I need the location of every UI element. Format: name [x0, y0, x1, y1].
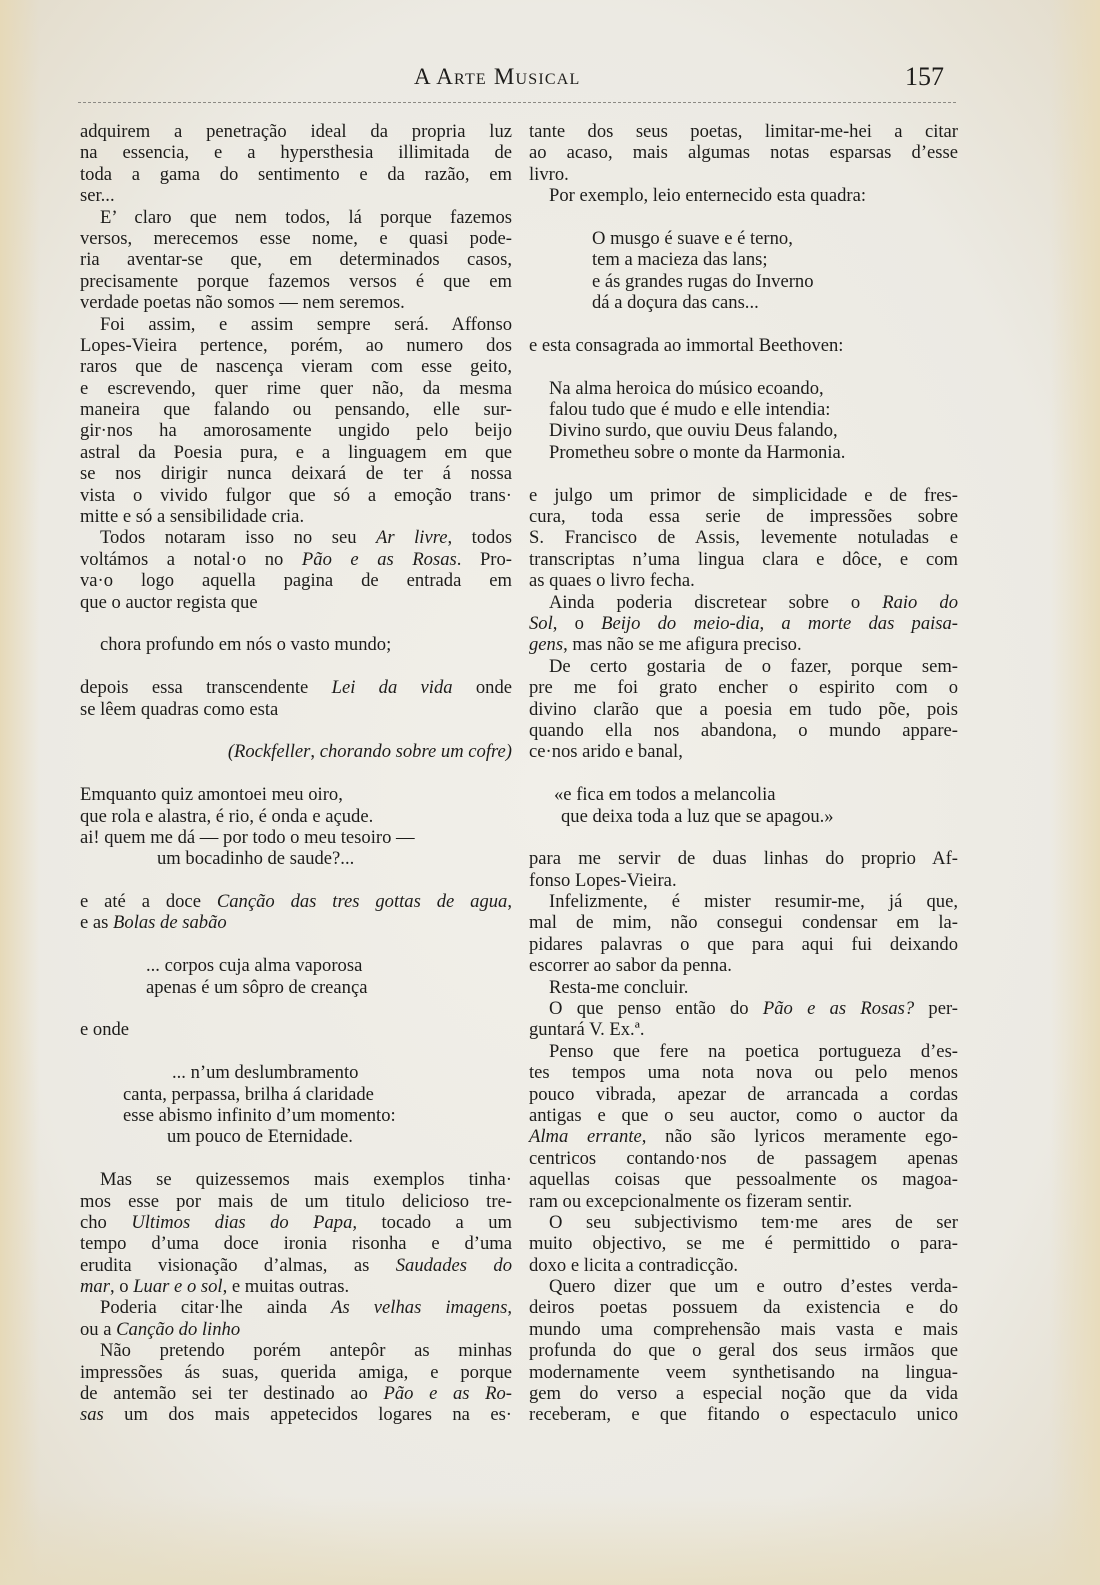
text-segment: um pouco de Eternidade.	[167, 1126, 353, 1148]
text-segment: Quero dizer que um e outro d’estes verda-	[549, 1276, 958, 1298]
text-line	[529, 998, 958, 1019]
text-line	[80, 1255, 512, 1276]
text-line	[529, 527, 958, 548]
text-segment: tes tempos uma nota nova ou pelo menos	[529, 1062, 958, 1084]
text-segment: onde	[452, 677, 512, 699]
text-segment: mitte e só a sensibilidade cria.	[80, 506, 305, 528]
text-segment: de antemão sei ter destinado ao	[80, 1383, 384, 1405]
text-segment: muito objectivo, se me é permittido o para-	[529, 1233, 958, 1255]
text-segment: e esta consagrada ao immortal Beethoven:	[529, 334, 844, 356]
text-line	[529, 1062, 958, 1083]
text-segment: O seu subjectivismo tem·me ares de ser	[549, 1211, 958, 1233]
page-edge-shadow-left	[0, 0, 40, 1585]
page-number: 157	[905, 62, 944, 91]
text-segment: ce·nos arido e banal,	[529, 741, 683, 763]
text-line	[80, 1169, 512, 1190]
text-line	[529, 335, 958, 356]
italic-title-segment: Sol	[529, 612, 553, 634]
text-line	[529, 142, 958, 163]
text-line	[529, 185, 958, 206]
verse-line	[529, 442, 958, 463]
text-line	[80, 527, 512, 548]
italic-title-segment: Pão e as Rosas?	[762, 998, 915, 1020]
italic-title-segment: a morte das paisa-	[781, 612, 959, 634]
right-column	[529, 121, 958, 1426]
text-segment: divino clarão que a poesia em tudo põe, pois	[529, 698, 958, 720]
text-segment: , o	[109, 1276, 134, 1298]
text-segment: ,	[759, 612, 782, 634]
text-segment: va·o logo aquella pagina de entrada em	[80, 570, 512, 592]
text-segment: Resta-me concluir.	[549, 976, 689, 998]
text-segment: e escrevendo, quer rime quer não, da mesma	[80, 377, 512, 399]
running-head	[0, 60, 1100, 96]
text-segment: receberam, e que fitando o espectaculo unico	[529, 1404, 958, 1426]
text-segment: cura, toda essa serie de impressões sobre	[529, 506, 958, 528]
verse-line	[80, 848, 512, 869]
text-line	[80, 314, 512, 335]
text-segment: se lêem quadras como esta	[80, 698, 279, 720]
text-line	[529, 677, 958, 698]
italic-title-segment: Pão e as Ro-	[383, 1383, 513, 1405]
text-line	[529, 1019, 958, 1040]
text-line	[80, 570, 512, 591]
text-segment: , o	[552, 612, 602, 634]
text-segment: pidares palavras o que para aqui fui deixando	[529, 933, 958, 955]
text-segment: esse abismo infinito d’um momento:	[123, 1104, 396, 1126]
text-segment: precisamente porque fazemos versos é que em	[80, 270, 512, 292]
text-segment: pre me foi grato encher o espirito com o	[529, 677, 958, 699]
text-segment: Penso que fere na poetica portugueza d’es-	[549, 1040, 958, 1062]
italic-title-segment: Ultimos dias do Papa,	[131, 1211, 358, 1233]
verse-line	[80, 784, 512, 805]
text-line	[80, 1404, 512, 1425]
text-line	[80, 1233, 512, 1254]
verse-line	[529, 271, 958, 292]
text-line	[80, 399, 512, 420]
text-segment: escorrer ao sabor da penna.	[529, 955, 732, 977]
text-line	[80, 228, 512, 249]
text-segment: e as	[80, 912, 114, 934]
text-segment: cho	[80, 1211, 132, 1233]
text-line	[529, 1041, 958, 1062]
text-line	[80, 485, 512, 506]
text-segment: modernamente veem synthetisando na lingua-	[529, 1361, 958, 1383]
text-segment: dá a doçura das cans...	[592, 292, 759, 314]
page-edge-shadow-right	[1050, 0, 1100, 1585]
text-line	[529, 1212, 958, 1233]
text-line	[80, 420, 512, 441]
text-line	[529, 613, 958, 634]
text-line	[529, 955, 958, 976]
text-segment: ria aventar-se que, em determinados casos,	[80, 249, 512, 271]
text-line	[529, 934, 958, 955]
blank-line	[80, 1041, 512, 1062]
text-segment: as quaes o livro fecha.	[529, 570, 695, 592]
text-segment: Lopes-Vieira pertence, porém, ao numero dos	[80, 334, 512, 356]
text-line	[80, 1362, 512, 1383]
text-line	[529, 1233, 958, 1254]
text-segment: doxo e licita a contradicção.	[529, 1254, 739, 1276]
text-segment: chora profundo em nós o vasto mundo;	[100, 634, 392, 656]
text-segment: ,	[310, 741, 320, 763]
verse-line	[80, 977, 512, 998]
text-segment: na essencia, e a hypersthesia illimitada de	[80, 142, 512, 164]
italic-title-segment: sas	[80, 1404, 104, 1426]
text-segment: Ainda poderia discretear sobre o	[549, 591, 883, 613]
blank-line	[529, 827, 958, 848]
text-segment: profunda do que o geral dos seus irmãos que	[529, 1340, 958, 1362]
blank-line	[529, 763, 958, 784]
text-segment: guntará V. Ex.ª.	[529, 1019, 645, 1041]
text-line	[529, 977, 958, 998]
left-column	[80, 121, 512, 1426]
blank-line	[80, 656, 512, 677]
italic-title-segment: Canção das tres gottas de agua	[216, 891, 508, 913]
text-segment: fonso Lopes-Vieira.	[529, 869, 677, 891]
verse-line	[80, 634, 512, 655]
text-segment: mal de mim, não consegui condensar em la-	[529, 912, 958, 934]
text-segment: depois essa transcendente	[80, 677, 332, 699]
text-segment: canta, perpassa, brilha á claridade	[123, 1083, 374, 1105]
text-segment: , e muitas outras.	[222, 1276, 350, 1298]
verse-line	[80, 1019, 512, 1040]
text-segment: , mas não se me afigura preciso.	[563, 634, 802, 656]
verse-line	[529, 806, 958, 827]
verse-line	[529, 249, 958, 270]
text-segment: ai! quem me dá — por todo o meu tesoiro —	[80, 826, 415, 848]
text-segment: , todos	[447, 527, 512, 549]
text-line	[80, 699, 512, 720]
text-segment: , não são lyricos meramente ego-	[641, 1126, 958, 1148]
text-segment: que rola e alastra, é rio, é onda e açude.	[80, 805, 374, 827]
text-line	[80, 506, 512, 527]
text-line	[529, 1126, 958, 1147]
verse-line	[80, 1105, 512, 1126]
text-line	[80, 677, 512, 698]
blank-line	[80, 720, 512, 741]
text-line	[80, 592, 512, 613]
text-segment: voltámos a notal·o no	[80, 548, 302, 570]
text-line	[529, 506, 958, 527]
text-segment: livro.	[529, 163, 569, 185]
italic-title-segment: Bolas de sabão	[113, 912, 227, 934]
text-line	[529, 656, 958, 677]
text-segment: tocado a um	[357, 1211, 512, 1233]
text-segment: erudita visionação d’almas, as	[80, 1254, 396, 1276]
text-line	[80, 121, 512, 142]
text-line	[80, 1191, 512, 1212]
text-line	[529, 549, 958, 570]
text-segment: tante dos seus poetas, limitar-me-hei a citar	[529, 121, 958, 142]
italic-title-segment: mar	[80, 1276, 110, 1298]
text-segment: «e fica em todos a melancolia	[554, 784, 776, 806]
poem-title-line	[80, 741, 512, 762]
text-segment: para me servir de duas linhas do proprio Af-	[529, 848, 958, 870]
verse-line	[80, 806, 512, 827]
page-edge-shadow-bottom	[0, 1495, 1100, 1585]
text-line	[529, 485, 958, 506]
text-line	[80, 335, 512, 356]
text-line	[80, 1212, 512, 1233]
text-segment: um dos mais appetecidos logares na es·	[103, 1404, 512, 1426]
text-line	[529, 720, 958, 741]
text-line	[529, 1105, 958, 1126]
text-segment: gem do verso a especial noção que da vida	[529, 1383, 958, 1405]
italic-title-segment: Raio do	[882, 591, 958, 613]
text-line	[529, 1319, 958, 1340]
text-segment: S. Francisco de Assis, levemente notuladas e	[529, 527, 958, 549]
text-segment: ser...	[80, 185, 115, 207]
text-line	[80, 378, 512, 399]
text-segment: Na alma heroica do músico ecoando,	[549, 377, 824, 399]
header-rule	[78, 102, 956, 103]
blank-line	[80, 1148, 512, 1169]
text-segment: ... corpos cuja alma vaporosa	[146, 955, 363, 977]
text-line	[80, 185, 512, 206]
text-line	[80, 1383, 512, 1404]
text-line	[529, 1340, 958, 1361]
text-line	[80, 549, 512, 570]
italic-title-segment: Ar livre	[376, 527, 448, 549]
text-line	[529, 1255, 958, 1276]
text-segment: ... n’um deslumbramento	[172, 1062, 359, 1084]
text-segment: raros que de nascença vieram com esse geito,	[80, 356, 512, 378]
verse-line	[529, 784, 958, 805]
text-line	[529, 1383, 958, 1404]
blank-line	[80, 763, 512, 784]
text-segment: um bocadinho de saude?...	[157, 848, 355, 870]
text-line	[80, 891, 512, 912]
text-line	[80, 356, 512, 377]
text-segment: Prometheu sobre o monte da Harmonia.	[549, 441, 846, 463]
verse-line	[80, 1062, 512, 1083]
text-segment: Não pretendo porém antepôr as minhas	[100, 1340, 512, 1362]
text-segment: apenas é um sôpro de creança	[146, 976, 368, 998]
italic-title-segment: chorando sobre um cofre)	[319, 741, 512, 763]
text-segment: falou tudo que é mudo e elle intendia:	[549, 399, 831, 421]
text-segment: que deixa toda a luz que se apagou.»	[561, 805, 834, 827]
blank-line	[80, 613, 512, 634]
text-segment: gir·nos ha amorosamente ungido pelo beijo	[80, 420, 512, 442]
text-line	[529, 592, 958, 613]
text-line	[80, 249, 512, 270]
italic-title-segment: Canção do linho	[116, 1318, 241, 1340]
text-segment: tempo d’uma doce ironia risonha e d’uma	[80, 1233, 512, 1255]
text-segment: Foi assim, e assim sempre será. Affonso	[100, 313, 512, 335]
text-line	[529, 870, 958, 891]
text-segment: Emquanto quiz amontoei meu oiro,	[80, 784, 343, 806]
text-segment: quando ella nos abandona, o mundo appare-	[529, 719, 958, 741]
text-line	[529, 1404, 958, 1425]
text-line	[80, 1276, 512, 1297]
text-line	[80, 1340, 512, 1361]
verse-line	[80, 955, 512, 976]
text-segment: vista o vivido fulgor que só a emoção trans·	[80, 484, 512, 506]
text-line	[529, 1362, 958, 1383]
verse-line	[529, 420, 958, 441]
italic-title-segment: As velhas imagens	[331, 1297, 508, 1319]
text-line	[529, 1148, 958, 1169]
italic-title-segment: Pão e as Rosas	[301, 548, 457, 570]
text-segment: tem a macieza das lans;	[592, 249, 768, 271]
text-segment: Infelizmente, é mister resumir-me, já que,	[549, 891, 958, 913]
text-segment: per-	[914, 998, 958, 1020]
verse-line	[529, 228, 958, 249]
italic-title-segment: Luar e o sol	[133, 1276, 223, 1298]
text-segment: Todos notaram isso no seu	[100, 527, 377, 549]
text-line	[529, 1084, 958, 1105]
text-segment: Mas se quizessemos mais exemplos tinha·	[100, 1169, 512, 1191]
text-segment: antigas e que o seu auctor, como o auctor da	[529, 1104, 958, 1126]
text-segment: De certo gostaria de o fazer, porque sem-	[549, 655, 958, 677]
verse-line	[529, 399, 958, 420]
text-segment: transcriptas n’uma lingua clara e dôce, e com	[529, 548, 958, 570]
verse-line	[529, 378, 958, 399]
text-segment: aquellas coisas que pessoalmente os magoa-	[529, 1169, 958, 1191]
text-line	[529, 699, 958, 720]
text-segment: ,	[507, 1297, 512, 1319]
text-segment: maneira que falando ou pensando, elle sur-	[80, 399, 512, 421]
blank-line	[80, 998, 512, 1019]
text-segment: ram ou excepcionalmente os fizeram sentir.	[529, 1190, 853, 1212]
text-segment: e julgo um primor de simplicidade e de fres-	[529, 484, 958, 506]
text-segment: deiros poetas possuem da existencia e do	[529, 1297, 958, 1319]
text-line	[80, 1297, 512, 1318]
text-line	[529, 848, 958, 869]
text-line	[529, 570, 958, 591]
blank-line	[80, 870, 512, 891]
journal-title: A Arte Musical	[414, 64, 581, 89]
blank-line	[529, 356, 958, 377]
blank-line	[80, 934, 512, 955]
text-line	[529, 741, 958, 762]
text-line	[529, 634, 958, 655]
blank-line	[529, 207, 958, 228]
text-line	[529, 1191, 958, 1212]
text-line	[80, 442, 512, 463]
text-segment: mundo uma comprehensão mais vasta e mais	[529, 1318, 958, 1340]
blank-line	[529, 314, 958, 335]
italic-title-segment: Beijo do meio-dia	[601, 612, 760, 634]
text-segment: Divino surdo, que ouviu Deus falando,	[549, 420, 838, 442]
text-segment: versos, merecemos esse nome, e quasi pode-	[80, 227, 512, 249]
text-segment: O musgo é suave e é terno,	[592, 227, 793, 249]
text-line	[529, 1276, 958, 1297]
text-line	[529, 164, 958, 185]
text-segment: . Pro-	[456, 548, 512, 570]
text-segment: e onde	[80, 1019, 130, 1041]
verse-line	[80, 1084, 512, 1105]
text-segment: e até a doce	[80, 891, 217, 913]
text-segment: impressões ás suas, querida amiga, e porque	[80, 1361, 512, 1383]
italic-title-segment: Alma errante	[529, 1126, 642, 1148]
italic-title-segment: gens	[529, 634, 564, 656]
text-segment: Por exemplo, leio enternecido esta quadra:	[549, 185, 867, 207]
text-segment: ao acaso, mais algumas notas esparsas d’esse	[529, 142, 958, 164]
text-line	[80, 1319, 512, 1340]
text-line	[529, 121, 958, 142]
italic-title-segment: Saudades do	[395, 1254, 512, 1276]
text-line	[529, 1297, 958, 1318]
text-line	[80, 912, 512, 933]
text-line	[80, 207, 512, 228]
text-line	[529, 891, 958, 912]
text-segment: centricos contando·nos de passagem apenas	[529, 1147, 958, 1169]
text-segment: ou a	[80, 1318, 117, 1340]
text-line	[80, 292, 512, 313]
text-segment: E’ claro que nem todos, lá porque fazemos	[100, 206, 512, 228]
verse-line	[80, 1126, 512, 1147]
text-segment: que o auctor regista que	[80, 591, 258, 613]
text-segment: mos esse por mais de um titulo delicioso tre-	[80, 1190, 512, 1212]
italic-title-segment: (Rockfeller	[227, 741, 311, 763]
blank-line	[529, 463, 958, 484]
text-segment: Poderia citar·lhe ainda	[100, 1297, 332, 1319]
verse-line	[80, 827, 512, 848]
text-segment: toda a gama do sentimento e da razão, em	[80, 163, 512, 185]
text-line	[80, 271, 512, 292]
verse-line	[529, 292, 958, 313]
text-segment: verdade poetas não somos — nem seremos.	[80, 292, 405, 314]
italic-title-segment: Lei da vida	[331, 677, 453, 699]
text-segment: se nos dirigir nunca deixará de ter á nossa	[80, 463, 512, 485]
text-line	[80, 142, 512, 163]
text-line	[80, 463, 512, 484]
text-line	[529, 912, 958, 933]
text-line	[529, 1169, 958, 1190]
text-segment: astral da Poesia pura, e a linguagem em que	[80, 441, 512, 463]
text-segment: pouco vibrada, apezar de arrancada a cordas	[529, 1083, 958, 1105]
text-segment: e ás grandes rugas do Inverno	[592, 270, 814, 292]
text-line	[80, 164, 512, 185]
text-segment: O que penso então do	[549, 998, 763, 1020]
text-segment: adquirem a penetração ideal da propria luz	[80, 121, 512, 142]
text-segment: ,	[507, 891, 513, 913]
